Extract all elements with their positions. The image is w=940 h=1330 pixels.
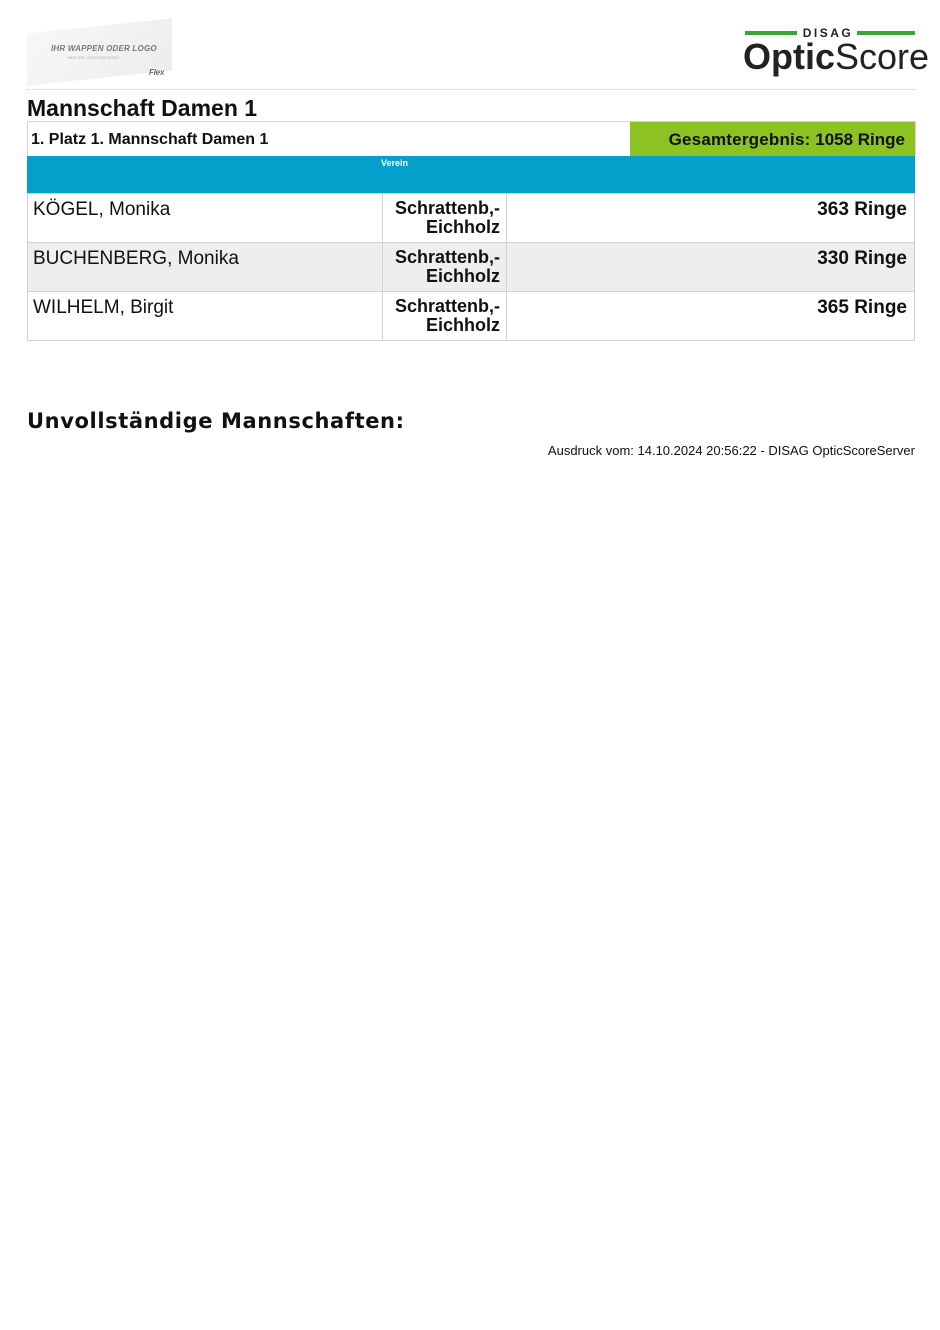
shooter-name: KÖGEL, Monika: [28, 194, 383, 243]
rank-bar: [27, 121, 916, 157]
shooter-name: BUCHENBERG, Monika: [28, 243, 383, 292]
shooter-score: 363 Ringe: [507, 194, 915, 243]
column-header-verein: Verein: [381, 158, 409, 168]
page-header: [27, 22, 930, 90]
logo-bar-right: [857, 31, 915, 35]
table-row: [28, 243, 915, 292]
club-name-line2: Eichholz: [425, 266, 500, 286]
logo-placeholder-flex: Flex: [149, 68, 165, 77]
total-label: Gesamtergebnis:: [668, 130, 811, 149]
total-score-box: [630, 122, 915, 157]
print-timestamp: Ausdruck vom: 14.10.2024 20:56:22 - DISAG OpticScoreServer: [547, 443, 915, 458]
club-name: [383, 292, 507, 341]
logo-wordmark-bold: Optic: [743, 36, 836, 77]
club-name-line1: Schrattenb,-: [394, 296, 500, 316]
club-logo-placeholder: [27, 26, 172, 78]
logo-wordmark: [743, 37, 929, 77]
logo-placeholder-subtext: HIER IHR LOGO EINFÜGEN: [67, 55, 120, 60]
logo-wordmark-regular: Score: [835, 36, 930, 77]
incomplete-teams-heading: Unvollständige Mannschaften:: [27, 409, 405, 433]
disag-opticscore-logo: [743, 26, 930, 79]
header-divider: [27, 89, 915, 90]
team-title: Mannschaft Damen 1: [27, 95, 258, 121]
club-name-line1: Schrattenb,-: [394, 247, 500, 267]
table-row: [28, 194, 915, 243]
club-name-line1: Schrattenb,-: [394, 198, 500, 218]
table-header: [27, 156, 915, 193]
logo-disag-text: DISAG: [802, 26, 854, 40]
shooter-score: 365 Ringe: [507, 292, 915, 341]
shooter-name: WILHELM, Birgit: [28, 292, 383, 341]
logo-bar-left: [745, 31, 797, 35]
rank-line: 1. Platz 1. Mannschaft Damen 1: [31, 131, 269, 148]
club-name: [383, 194, 507, 243]
shooter-score: 330 Ringe: [507, 243, 915, 292]
club-name: [383, 243, 507, 292]
club-name-line2: Eichholz: [425, 217, 500, 237]
logo-placeholder-text: IHR WAPPEN ODER LOGO: [51, 44, 157, 53]
table-row: [28, 292, 915, 341]
total-value: 1058 Ringe: [815, 130, 905, 149]
results-table: [27, 193, 915, 341]
club-name-line2: Eichholz: [425, 315, 500, 335]
